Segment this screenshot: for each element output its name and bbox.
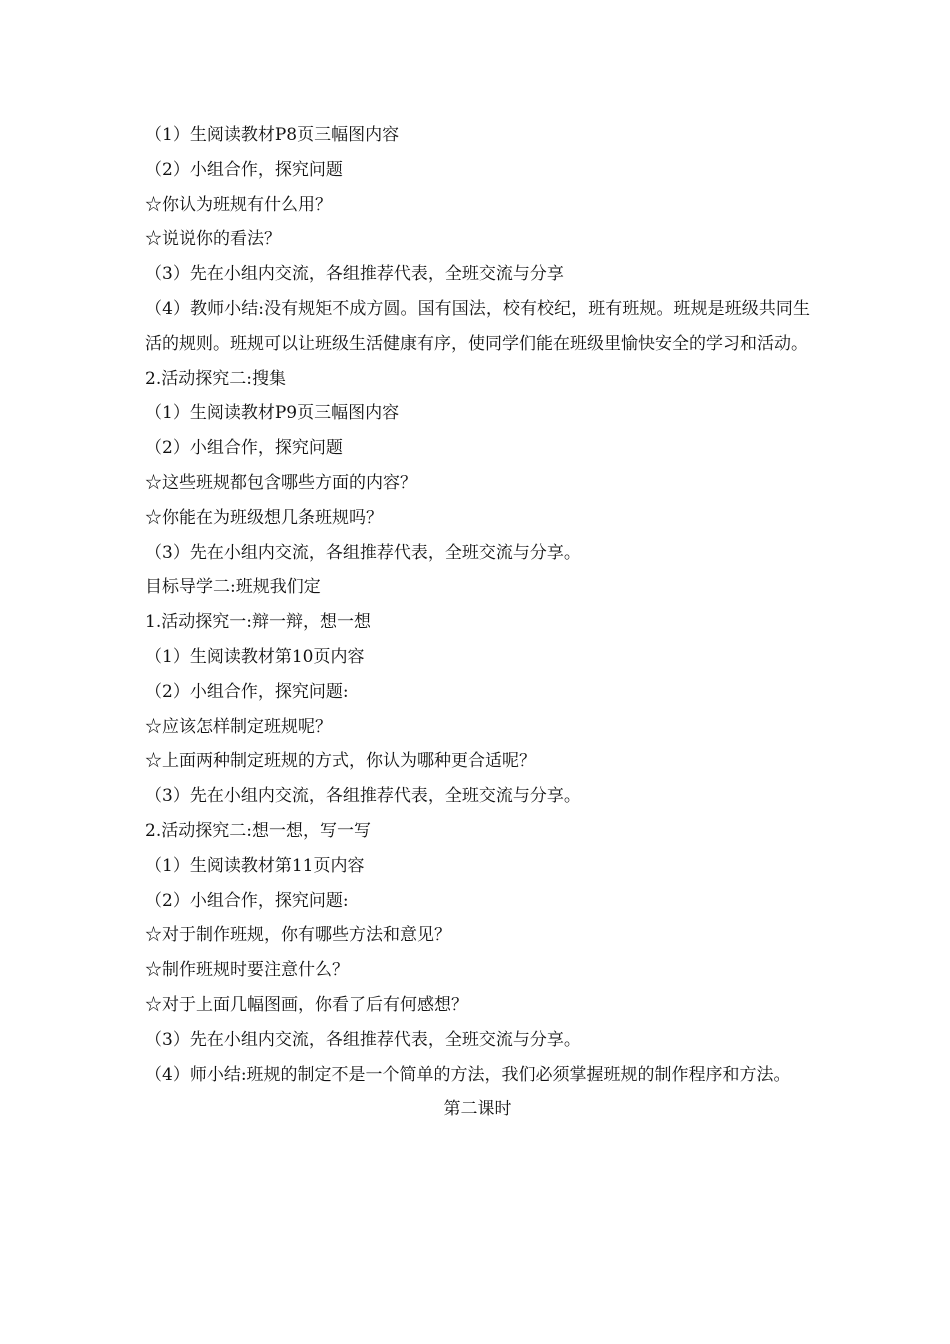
step-share: （3）先在小组内交流，各组推荐代表，全班交流与分享	[145, 264, 564, 285]
question-item: ☆你认为班规有什么用？	[145, 194, 332, 215]
step-group-work: （2）小组合作，探究问题	[145, 438, 343, 459]
question-item: ☆说说你的看法？	[145, 229, 281, 250]
teacher-summary: （4）师小结:班规的制定不是一个简单的方法，我们必须掌握班规的制作程序和方法。	[145, 1064, 791, 1085]
step-share: （3）先在小组内交流，各组推荐代表，全班交流与分享。	[145, 1029, 581, 1050]
step-read-p11: （1）生阅读教材第11页内容	[145, 855, 365, 876]
question-item: ☆你能在为班级想几条班规吗？	[145, 507, 383, 528]
step-share: （3）先在小组内交流，各组推荐代表，全班交流与分享。	[145, 786, 581, 807]
step-read-p9: （1）生阅读教材P9页三幅图内容	[145, 403, 400, 424]
step-share: （3）先在小组内交流，各组推荐代表，全班交流与分享。	[145, 542, 581, 563]
step-group-work: （2）小组合作，探究问题:	[145, 890, 349, 911]
activity-heading: 2.活动探究二:想一想，写一写	[145, 820, 371, 841]
step-read-p8: （1）生阅读教材P8页三幅图内容	[145, 125, 400, 145]
goal-heading: 目标导学二:班规我们定	[145, 577, 321, 598]
question-item: ☆制作班规时要注意什么？	[145, 960, 349, 981]
question-item: ☆对于上面几幅图画，你看了后有何感想？	[145, 994, 468, 1015]
question-item: ☆上面两种制定班规的方式，你认为哪种更合适呢？	[145, 751, 536, 772]
step-read-p10: （1）生阅读教材第10页内容	[145, 646, 365, 667]
question-item: ☆这些班规都包含哪些方面的内容？	[145, 472, 417, 493]
teacher-summary: （4）教师小结:没有规矩不成方圆。国有国法，校有校纪，班有班规。班规是班级共同生活的规则。班规可以让班级生活健康有序，使同学们能在班级里愉快安全的学习和活动。	[145, 298, 810, 354]
question-item: ☆应该怎样制定班规呢？	[145, 716, 332, 737]
document-body	[145, 118, 810, 1127]
step-group-work: （2）小组合作，探究问题	[145, 159, 343, 180]
question-item: ☆对于制作班规，你有哪些方法和意见？	[145, 925, 451, 946]
step-group-work: （2）小组合作，探究问题:	[145, 681, 349, 702]
activity-heading: 2.活动探究二:搜集	[145, 368, 286, 389]
section-title: 第二课时	[443, 1099, 512, 1120]
activity-heading: 1.活动探究一:辩一辩，想一想	[145, 612, 371, 633]
